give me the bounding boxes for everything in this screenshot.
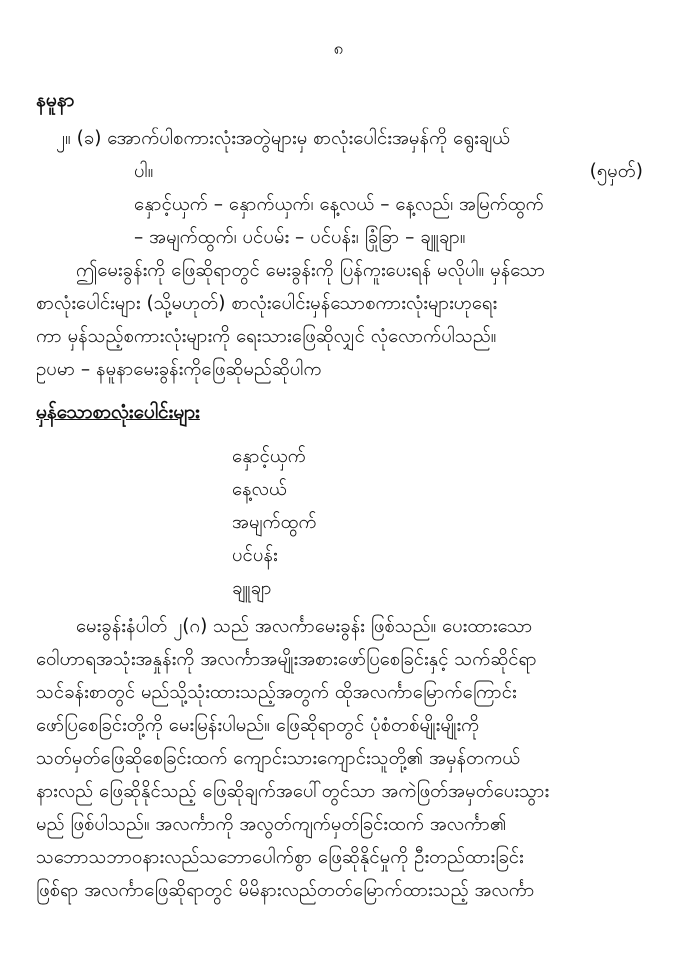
paragraph-line: ဖြစ်ရာ အလင်္ကာဖြေဆိုရာတွင် မိမိနားလည်တတ်မြောက်ထားသည့် အလင်္ကာ <box>36 880 535 901</box>
question-line: ၂။ (ခ) အောက်ပါစကားလုံးအတွဲများမှ စာလုံးပေါင်းအမှန်ကို ရွေးချယ် <box>56 128 511 149</box>
paragraph-line: မည် ဖြစ်ပါသည်။ အလင်္ကာကို အလွတ်ကျက်မှတ်ခြင်းထက် အလင်္ကာ၏ <box>36 814 507 835</box>
paragraph-line: သတ်မှတ်ဖြေဆိုစေခြင်းထက် ကျောင်းသားကျောင်းသူတို့၏ အမှန်တကယ် <box>36 748 521 769</box>
paragraph-line: ဖော်ပြစေခြင်းတို့ကို မေးမြန်းပါမည်။ ဖြေဆိုရာတွင် ပုံစံတစ်မျိုးမျိုးကို <box>36 715 480 736</box>
question-line-row <box>36 155 643 188</box>
instruction-paragraph <box>36 254 643 386</box>
question-block <box>36 122 643 254</box>
paragraph-line: သင်ခန်းစာတွင် မည်သို့သုံးထားသည့်အတွက် ထိုအလင်္ကာမြောက်ကြောင်း <box>36 682 517 703</box>
paragraph-line: သဘောသဘာဝနားလည်သဘောပေါက်စွာ ဖြေဆိုနိုင်မှုကို ဦးတည်ထားခြင်း <box>36 847 524 868</box>
page-number: ၈ <box>333 39 344 59</box>
answer-item: အမျက်ထွက် <box>232 512 317 533</box>
paragraph-line: ဤမေးခွန်းကို ဖြေဆိုရာတွင် မေးခွန်းကို ပြန်ကူးပေးရန် မလိုပါ။ မှန်သော <box>76 260 546 281</box>
paragraph-line: ဥပမာ – နမူနာမေးခွန်းကိုဖြေဆိုမည်ဆိုပါက <box>36 359 322 380</box>
paragraph-line: စာလုံးပေါင်းများ (သို့မဟုတ်) စာလုံးပေါင်းမှန်သောစကားလုံးများဟုရေး <box>36 293 498 314</box>
answer-item: နေ့လယ် <box>232 479 287 500</box>
word-pairs-line: နှောင့်ယှက် – နှောက်ယှက်၊ နေ့လယ် – နေ့လည်၊ အမြက်ထွက် <box>134 194 544 215</box>
marks-label: (၅မှတ်) <box>589 161 643 182</box>
section-title: နမူနာ <box>36 89 75 111</box>
paragraph-line: ဝေါဟာရအသုံးအနှုန်းကို အလင်္ကာအမျိုးအစားဖော်ပြစေခြင်းနှင့် သက်ဆိုင်ရာ <box>36 649 537 670</box>
answer-item: နှောင့်ယှက် <box>232 446 306 467</box>
word-pairs-line: – အမျက်ထွက်၊ ပင်ပမ်း – ပင်ပန်း၊ ခြုံခြာ – ချူချာ။ <box>134 227 466 248</box>
explanation-paragraph <box>36 610 643 907</box>
question-line: ပါ။ <box>134 161 154 182</box>
paragraph-line: ကာ မှန်သည့်စကားလုံးများကို ရေးသားဖြေဆိုလျှင် လုံလောက်ပါသည်။ <box>36 326 497 347</box>
paragraph-line: နားလည် ဖြေဆိုနိုင်သည့် ဖြေဆိုချက်အပေါ်တွင်သာ အကဲဖြတ်အမှတ်ပေးသွား <box>36 781 550 802</box>
answer-item: ချူချာ <box>232 578 272 599</box>
answer-heading: မှန်သောစာလုံးပေါင်းများ <box>36 401 200 423</box>
answer-item: ပင်ပန်း <box>232 545 278 566</box>
answer-list <box>232 440 317 605</box>
paragraph-line: မေးခွန်းနံပါတ် ၂(ဂ) သည် အလင်္ကာမေးခွန်း ဖြစ်သည်။ ပေးထားသော <box>76 616 533 637</box>
